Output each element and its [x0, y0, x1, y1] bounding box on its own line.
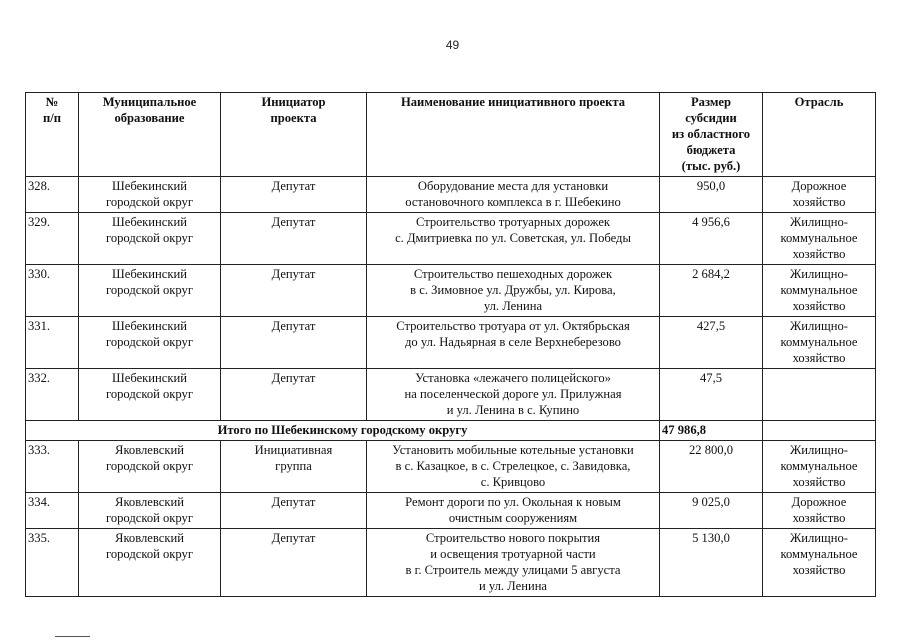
text-line: Наименование инициативного проекта — [400, 95, 626, 109]
text-line: Ремонт дороги по ул. Окольная к новым — [405, 495, 621, 509]
text-line: в г. Строитель между улицами 5 августа — [405, 563, 621, 577]
cell-initiator — [221, 369, 367, 421]
cell-project — [367, 441, 660, 493]
text-line: городской округ — [105, 387, 194, 401]
text-line: проекта — [270, 111, 317, 125]
header-num — [26, 93, 79, 177]
cell-initiator — [221, 441, 367, 493]
text-line: и освещения тротуарной части — [430, 547, 596, 561]
text-line: Депутат — [271, 215, 316, 229]
cell-num: 333. — [26, 441, 79, 493]
text-line: № — [45, 95, 59, 109]
cell-project — [367, 493, 660, 529]
text-line: хозяйство — [792, 563, 846, 577]
text-line: образование — [114, 111, 185, 125]
table-row — [26, 213, 876, 265]
text-line: на поселенческой дороге ул. Прилужная — [404, 387, 622, 401]
cell-subsidy: 9 025,0 — [660, 493, 763, 529]
text-line: Строительство тротуарных дорожек — [415, 215, 611, 229]
text-line: городской округ — [105, 459, 194, 473]
table-row — [26, 369, 876, 421]
table-row — [26, 441, 876, 493]
text-line: и ул. Ленина — [478, 579, 548, 593]
cell-project — [367, 213, 660, 265]
header-sector — [763, 93, 876, 177]
subsidy-table — [25, 92, 876, 597]
header-project — [367, 93, 660, 177]
text-line: Депутат — [271, 179, 316, 193]
cell-subsidy: 22 800,0 — [660, 441, 763, 493]
header-municipality — [79, 93, 221, 177]
text-line: и ул. Ленина в с. Купино — [446, 403, 580, 417]
total-subsidy: 47 986,8 — [660, 421, 763, 441]
cell-num: 331. — [26, 317, 79, 369]
text-line: Жилищно- — [790, 267, 848, 281]
cell-sector — [763, 177, 876, 213]
cell-municipality — [79, 529, 221, 597]
text-line: Муниципальное — [102, 95, 197, 109]
cell-subsidy: 427,5 — [660, 317, 763, 369]
text-line: Установить мобильные котельные установки — [392, 443, 634, 457]
text-line: Жилищно- — [790, 443, 848, 457]
text-line: Размер — [690, 95, 732, 109]
text-line: Шебекинский — [112, 371, 187, 385]
cell-sector — [763, 265, 876, 317]
text-line: городской округ — [105, 283, 194, 297]
cell-num: 334. — [26, 493, 79, 529]
text-line: хозяйство — [792, 195, 846, 209]
text-line: ул. Ленина — [483, 299, 543, 313]
cell-project — [367, 177, 660, 213]
text-line: Строительство пешеходных дорожек — [413, 267, 613, 281]
cell-num: 329. — [26, 213, 79, 265]
table-row — [26, 493, 876, 529]
cell-municipality — [79, 493, 221, 529]
cell-municipality — [79, 317, 221, 369]
text-line: Строительство нового покрытия — [425, 531, 601, 545]
table-row — [26, 317, 876, 369]
cell-sector — [763, 369, 876, 421]
cell-project — [367, 317, 660, 369]
text-line: городской округ — [105, 335, 194, 349]
text-line: Жилищно- — [790, 319, 848, 333]
text-line: Шебекинский — [112, 267, 187, 281]
text-line: Яковлевский — [115, 531, 184, 545]
text-line: Жилищно- — [790, 215, 848, 229]
text-line: Отрасль — [794, 95, 844, 109]
text-line: очистным сооружениям — [448, 511, 578, 525]
text-line: группа — [275, 459, 312, 473]
cell-initiator — [221, 177, 367, 213]
text-line: городской округ — [105, 231, 194, 245]
text-line: Депутат — [271, 267, 316, 281]
text-line: коммунальное — [780, 231, 858, 245]
table-row — [26, 265, 876, 317]
text-line: хозяйство — [792, 247, 846, 261]
text-line: Депутат — [271, 371, 316, 385]
text-line: Шебекинский — [112, 319, 187, 333]
footer-line — [55, 636, 90, 637]
cell-subsidy: 2 684,2 — [660, 265, 763, 317]
total-label: Итого по Шебекинскому городскому округу — [26, 421, 660, 441]
text-line: Депутат — [271, 531, 316, 545]
table-row — [26, 529, 876, 597]
text-line: в с. Зимовное ул. Дружбы, ул. Кирова, — [410, 283, 616, 297]
text-line: коммунальное — [780, 459, 858, 473]
cell-sector — [763, 213, 876, 265]
text-line: Инициативная — [254, 443, 333, 457]
cell-sector — [763, 493, 876, 529]
cell-num: 335. — [26, 529, 79, 597]
text-line: остановочного комплекса в г. Шебекино — [405, 195, 621, 209]
cell-sector — [763, 317, 876, 369]
text-line: Жилищно- — [790, 531, 848, 545]
cell-num: 328. — [26, 177, 79, 213]
text-line: коммунальное — [780, 335, 858, 349]
text-line: Депутат — [271, 495, 316, 509]
text-line: Инициатор — [261, 95, 326, 109]
table-header-row — [26, 93, 876, 177]
cell-municipality — [79, 177, 221, 213]
text-line: с. Дмитриевка по ул. Советская, ул. Победы — [395, 231, 631, 245]
cell-initiator — [221, 529, 367, 597]
cell-municipality — [79, 369, 221, 421]
cell-initiator — [221, 317, 367, 369]
text-line: п/п — [42, 111, 61, 125]
text-line: хозяйство — [792, 299, 846, 313]
header-subsidy — [660, 93, 763, 177]
text-line: Яковлевский — [115, 495, 184, 509]
text-line: Дорожное — [791, 179, 847, 193]
text-line: бюджета — [686, 143, 736, 157]
text-line: Дорожное — [791, 495, 847, 509]
text-line: с. Кривцово — [480, 475, 546, 489]
cell-project — [367, 369, 660, 421]
text-line: субсидии — [685, 111, 737, 125]
cell-municipality — [79, 441, 221, 493]
cell-sector — [763, 529, 876, 597]
text-line: в с. Казацкое, в с. Стрелецкое, с. Завидовка, — [395, 459, 631, 473]
cell-project — [367, 265, 660, 317]
text-line: городской округ — [105, 511, 194, 525]
cell-sector — [763, 441, 876, 493]
text-line: (тыс. руб.) — [681, 159, 741, 173]
cell-subsidy: 950,0 — [660, 177, 763, 213]
text-line: Яковлевский — [115, 443, 184, 457]
page-number: 49 — [445, 38, 460, 52]
total-row — [26, 421, 876, 441]
text-line: Депутат — [271, 319, 316, 333]
cell-municipality — [79, 213, 221, 265]
cell-municipality — [79, 265, 221, 317]
text-line: Оборудование места для установки — [417, 179, 609, 193]
cell-project — [367, 529, 660, 597]
table-row — [26, 177, 876, 213]
cell-subsidy: 4 956,6 — [660, 213, 763, 265]
text-line: хозяйство — [792, 351, 846, 365]
text-line: хозяйство — [792, 475, 846, 489]
cell-subsidy: 47,5 — [660, 369, 763, 421]
text-line: коммунальное — [780, 547, 858, 561]
text-line: до ул. Надьярная в селе Верхнеберезово — [405, 335, 621, 349]
text-line: Шебекинский — [112, 215, 187, 229]
text-line: из областного — [671, 127, 751, 141]
text-line: Строительство тротуара от ул. Октябрьская — [396, 319, 630, 333]
cell-initiator — [221, 265, 367, 317]
cell-initiator — [221, 493, 367, 529]
text-line: городской округ — [105, 547, 194, 561]
text-line: Шебекинский — [112, 179, 187, 193]
table-body — [26, 177, 876, 597]
text-line: городской округ — [105, 195, 194, 209]
total-sector-empty — [763, 421, 876, 441]
header-initiator — [221, 93, 367, 177]
text-line: хозяйство — [792, 511, 846, 525]
text-line: коммунальное — [780, 283, 858, 297]
text-line: Установка «лежачего полицейского» — [415, 371, 611, 385]
cell-num: 332. — [26, 369, 79, 421]
cell-initiator — [221, 213, 367, 265]
cell-num: 330. — [26, 265, 79, 317]
cell-subsidy: 5 130,0 — [660, 529, 763, 597]
